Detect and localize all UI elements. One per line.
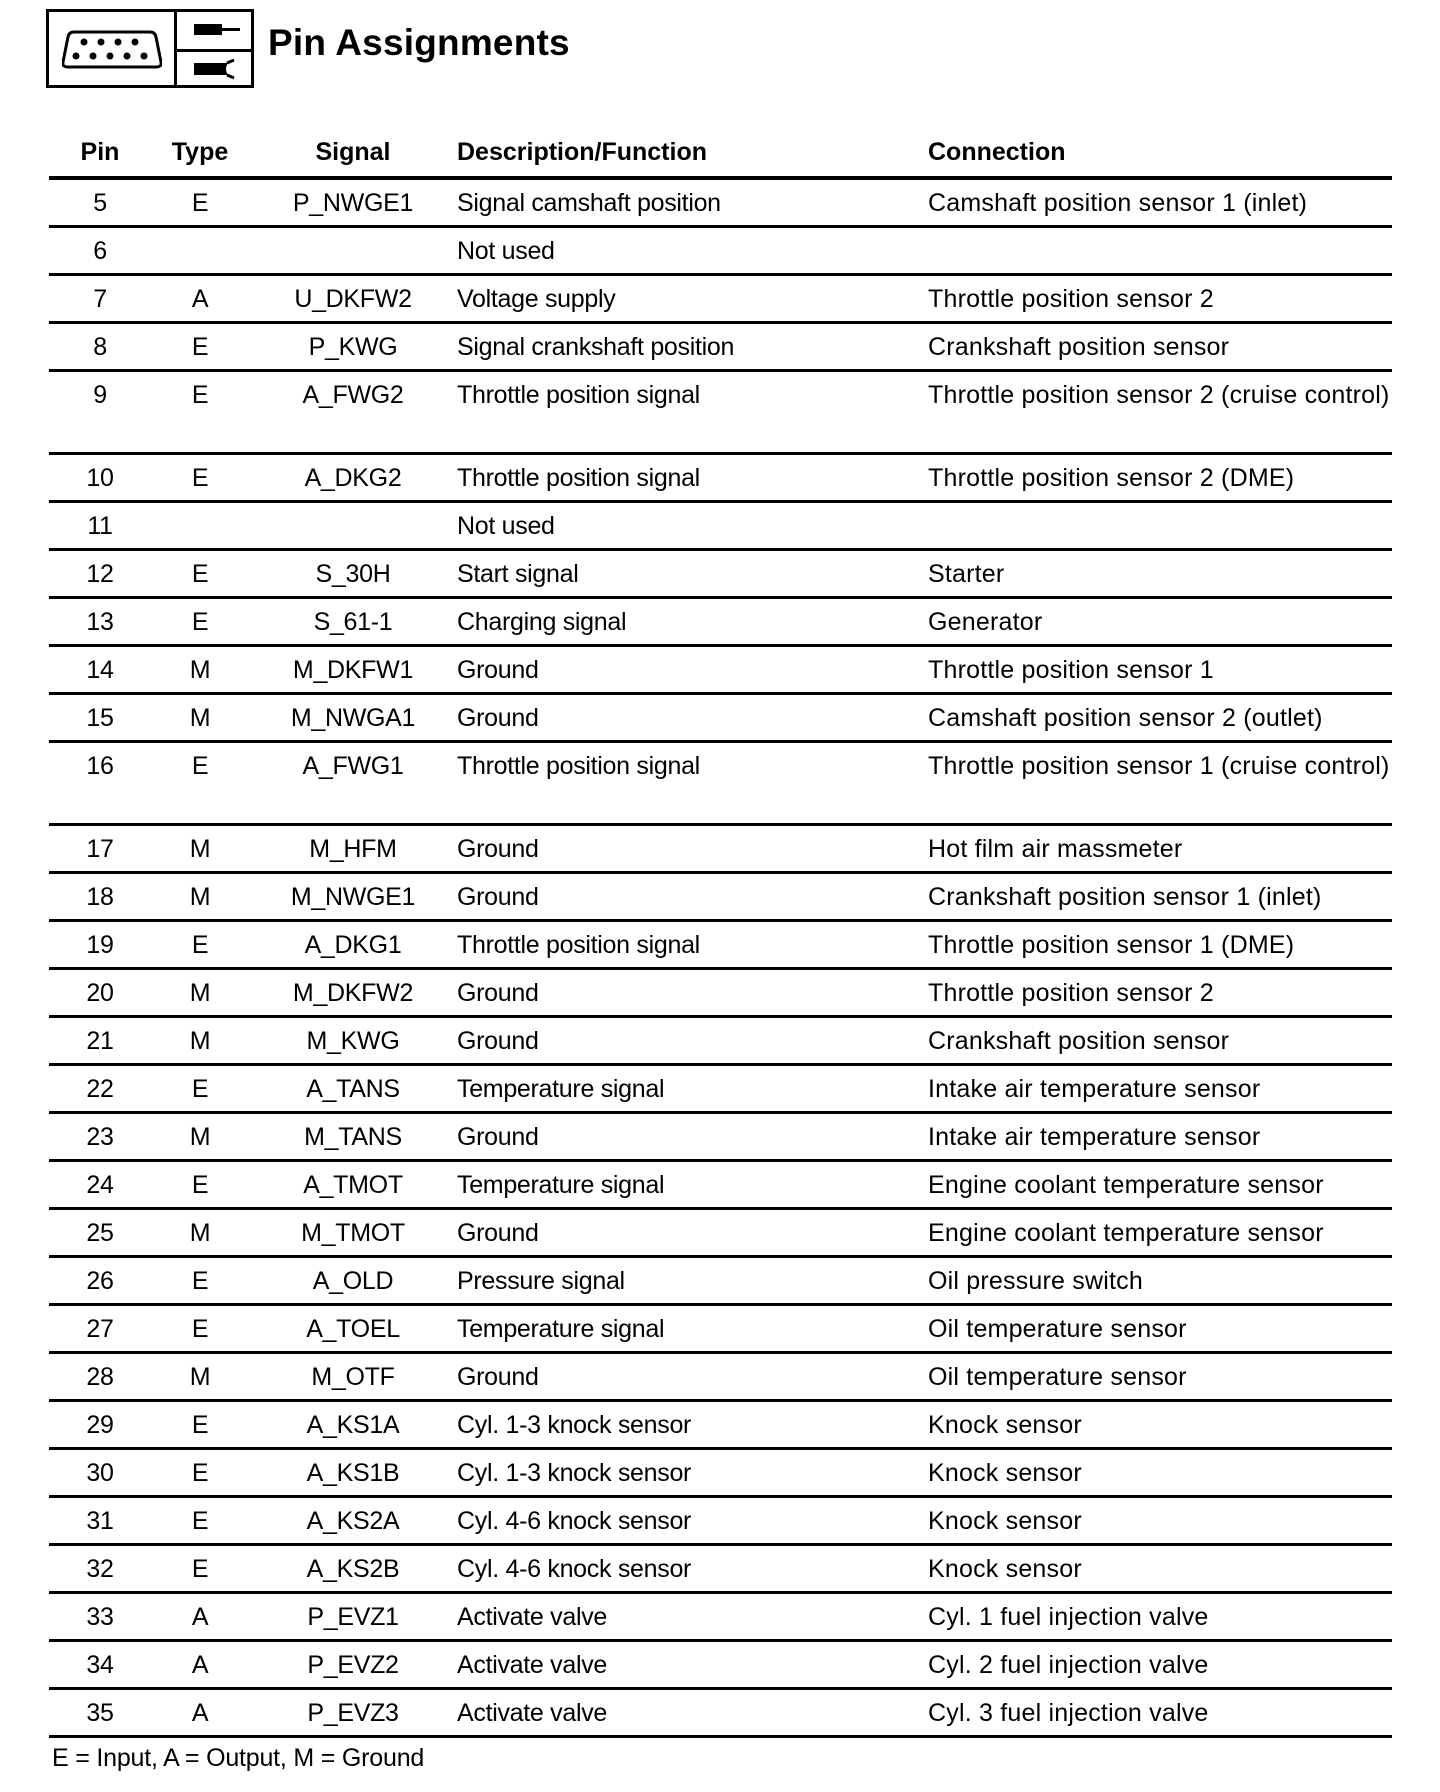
table-row	[49, 695, 1392, 743]
table-row	[49, 1546, 1392, 1594]
connection-cell: Cyl. 2 fuel injection valve	[928, 1651, 1209, 1679]
pin-cell: 10	[86, 464, 114, 492]
description-cell: Signal crankshaft position	[457, 333, 735, 361]
signal-cell: M_DKFW1	[292, 656, 414, 684]
table-row	[49, 1402, 1392, 1450]
table-row	[49, 599, 1392, 647]
connection-cell: Throttle position sensor 1 (DME)	[928, 931, 1295, 959]
description-cell: Activate valve	[457, 1651, 608, 1679]
type-cell: E	[191, 464, 209, 492]
pin-cell: 23	[86, 1123, 114, 1151]
table-row	[49, 180, 1392, 228]
type-cell: M	[189, 883, 211, 911]
connection-cell: Generator	[928, 608, 1043, 636]
type-cell: E	[191, 381, 209, 409]
table-row	[49, 1306, 1392, 1354]
description-cell: Ground	[457, 1027, 539, 1055]
signal-cell: M_DKFW2	[292, 979, 414, 1007]
connection-cell: Throttle position sensor 2	[928, 979, 1214, 1007]
table-row	[49, 1210, 1392, 1258]
table-row	[49, 1690, 1392, 1738]
pin-cell: 17	[86, 835, 114, 863]
page-title: Pin Assignments	[268, 22, 570, 63]
signal-cell: P_KWG	[308, 333, 398, 361]
signal-cell: A_KS1A	[306, 1411, 400, 1439]
connection-cell: Throttle position sensor 2 (DME)	[928, 464, 1295, 492]
pin-cell: 13	[86, 608, 114, 636]
type-cell: M	[189, 656, 211, 684]
type-cell: A	[191, 1651, 209, 1679]
description-cell: Voltage supply	[457, 285, 616, 313]
signal-cell: A_TMOT	[303, 1171, 403, 1199]
signal-cell: M_OTF	[311, 1363, 395, 1391]
connection-cell: Throttle position sensor 2	[928, 285, 1214, 313]
type-cell: E	[191, 1411, 209, 1439]
table-row	[49, 1498, 1392, 1546]
description-cell: Not used	[457, 512, 555, 540]
description-cell: Throttle position signal	[457, 464, 700, 492]
signal-cell: M_TANS	[304, 1123, 402, 1151]
connection-cell: Knock sensor	[928, 1555, 1082, 1583]
type-cell: E	[191, 1267, 209, 1295]
pin-cell: 34	[86, 1651, 114, 1679]
signal-cell: M_HFM	[309, 835, 397, 863]
signal-cell: M_TMOT	[301, 1219, 405, 1247]
table-row	[49, 1258, 1392, 1306]
description-cell: Ground	[457, 1363, 539, 1391]
table-row	[49, 372, 1392, 455]
type-cell: E	[191, 752, 209, 780]
description-cell: Cyl. 1-3 knock sensor	[457, 1459, 692, 1487]
type-cell: A	[191, 1603, 209, 1631]
table-row	[49, 1162, 1392, 1210]
connection-cell: Crankshaft position sensor	[928, 1027, 1230, 1055]
signal-cell: A_DKG1	[304, 931, 402, 959]
connection-cell: Intake air temperature sensor	[928, 1123, 1261, 1151]
column-header-type: Type	[171, 138, 229, 166]
table-row	[49, 1642, 1392, 1690]
pin-cell: 33	[86, 1603, 114, 1631]
pin-cell: 31	[86, 1507, 114, 1535]
description-cell: Ground	[457, 835, 539, 863]
pin-cell: 32	[86, 1555, 114, 1583]
type-cell: E	[191, 1459, 209, 1487]
signal-cell: S_30H	[315, 560, 391, 588]
pin-cell: 26	[86, 1267, 114, 1295]
pin-cell: 14	[86, 656, 114, 684]
table-row	[49, 1594, 1392, 1642]
type-cell: M	[189, 704, 211, 732]
connection-cell: Oil temperature sensor	[928, 1315, 1187, 1343]
signal-cell: U_DKFW2	[294, 285, 412, 313]
pin-cell: 22	[86, 1075, 114, 1103]
description-cell: Cyl. 4-6 knock sensor	[457, 1555, 692, 1583]
table-row	[49, 276, 1392, 324]
connection-cell: Throttle position sensor 1	[928, 656, 1214, 684]
pin-cell: 24	[86, 1171, 114, 1199]
column-header-description: Description/Function	[457, 138, 707, 166]
type-cell: E	[191, 189, 209, 217]
type-cell: M	[189, 1027, 211, 1055]
type-cell: E	[191, 1507, 209, 1535]
pin-cell: 11	[87, 512, 113, 540]
type-legend: E = Input, A = Output, M = Ground	[52, 1744, 425, 1772]
type-cell: M	[189, 1363, 211, 1391]
pin-cell: 21	[86, 1027, 114, 1055]
table-row	[49, 324, 1392, 372]
pin-cell: 18	[86, 883, 114, 911]
signal-cell: A_FWG2	[302, 381, 404, 409]
description-cell: Activate valve	[457, 1699, 608, 1727]
description-cell: Throttle position signal	[457, 931, 700, 959]
type-cell: E	[191, 1555, 209, 1583]
description-cell: Charging signal	[457, 608, 627, 636]
description-cell: Ground	[457, 704, 539, 732]
pin-cell: 6	[93, 237, 107, 265]
pin-cell: 7	[93, 285, 107, 313]
table-row	[49, 1450, 1392, 1498]
description-cell: Temperature signal	[457, 1315, 665, 1343]
socket-icon	[194, 58, 242, 80]
connection-cell: Hot film air massmeter	[928, 835, 1183, 863]
connection-cell: Engine coolant temperature sensor	[928, 1171, 1324, 1199]
connection-cell: Knock sensor	[928, 1507, 1082, 1535]
connection-cell: Camshaft position sensor 2 (outlet)	[928, 704, 1323, 732]
pin-cell: 29	[86, 1411, 114, 1439]
connection-cell: Knock sensor	[928, 1411, 1082, 1439]
table-row	[49, 647, 1392, 695]
description-cell: Cyl. 1-3 knock sensor	[457, 1411, 692, 1439]
table-row	[49, 826, 1392, 874]
pin-cell: 19	[86, 931, 114, 959]
table-header	[49, 130, 1392, 180]
description-cell: Throttle position signal	[457, 381, 700, 409]
pin-cell: 15	[86, 704, 114, 732]
table-row	[49, 874, 1392, 922]
pin-assignment-table	[49, 130, 1392, 1738]
description-cell: Temperature signal	[457, 1075, 665, 1103]
description-cell: Signal camshaft position	[457, 189, 721, 217]
pin-cell: 25	[86, 1219, 114, 1247]
type-cell: M	[189, 1219, 211, 1247]
type-cell: M	[189, 979, 211, 1007]
description-cell: Ground	[457, 883, 539, 911]
pin-cell: 8	[93, 333, 107, 361]
type-cell: E	[191, 333, 209, 361]
connection-cell: Throttle position sensor 1 (cruise control)	[928, 752, 1390, 780]
type-cell: A	[191, 1699, 209, 1727]
connection-cell: Oil temperature sensor	[928, 1363, 1187, 1391]
type-cell: E	[191, 1075, 209, 1103]
table-row	[49, 1018, 1392, 1066]
pin-cell: 28	[86, 1363, 114, 1391]
type-cell: E	[191, 1315, 209, 1343]
type-cell: E	[191, 560, 209, 588]
description-cell: Cyl. 4-6 knock sensor	[457, 1507, 692, 1535]
connection-cell: Camshaft position sensor 1 (inlet)	[928, 189, 1308, 217]
type-cell: E	[191, 608, 209, 636]
description-cell: Ground	[457, 1123, 539, 1151]
type-cell: E	[191, 1171, 209, 1199]
type-cell: E	[191, 931, 209, 959]
table-body	[49, 180, 1392, 1738]
description-cell: Start signal	[457, 560, 579, 588]
type-cell: M	[189, 1123, 211, 1151]
signal-cell: A_KS2B	[306, 1555, 400, 1583]
table-row	[49, 455, 1392, 503]
description-cell: Ground	[457, 1219, 539, 1247]
column-header-connection: Connection	[928, 138, 1066, 166]
signal-cell: A_OLD	[312, 1267, 394, 1295]
table-row	[49, 970, 1392, 1018]
description-cell: Throttle position signal	[457, 752, 700, 780]
connector-icon	[62, 28, 162, 70]
type-cell: M	[189, 835, 211, 863]
description-cell: Ground	[457, 979, 539, 1007]
description-cell: Temperature signal	[457, 1171, 665, 1199]
connection-cell: Crankshaft position sensor	[928, 333, 1230, 361]
connection-cell: Engine coolant temperature sensor	[928, 1219, 1324, 1247]
pin-cell: 5	[93, 189, 107, 217]
pin-cell: 9	[93, 381, 107, 409]
icon-divider	[177, 49, 251, 52]
signal-cell: A_FWG1	[302, 752, 404, 780]
description-cell: Pressure signal	[457, 1267, 625, 1295]
signal-cell: P_EVZ2	[307, 1651, 399, 1679]
signal-cell: M_NWGE1	[290, 883, 416, 911]
signal-cell: S_61-1	[313, 608, 393, 636]
connection-cell: Intake air temperature sensor	[928, 1075, 1261, 1103]
table-row	[49, 1354, 1392, 1402]
description-cell: Not used	[457, 237, 555, 265]
column-header-signal: Signal	[315, 138, 391, 166]
pin-cell: 35	[86, 1699, 114, 1727]
description-cell: Activate valve	[457, 1603, 608, 1631]
signal-cell: A_DKG2	[304, 464, 402, 492]
type-cell: A	[191, 285, 209, 313]
connection-cell: Throttle position sensor 2 (cruise control)	[928, 381, 1390, 409]
table-row	[49, 1114, 1392, 1162]
connection-cell: Cyl. 1 fuel injection valve	[928, 1603, 1209, 1631]
pin-cell: 12	[86, 560, 114, 588]
pin-cell: 27	[86, 1315, 114, 1343]
pin-cell: 16	[86, 752, 114, 780]
signal-cell: A_TANS	[306, 1075, 400, 1103]
connection-cell: Crankshaft position sensor 1 (inlet)	[928, 883, 1322, 911]
connection-cell: Starter	[928, 560, 1005, 588]
table-row	[49, 503, 1392, 551]
connector-pinout-icon-box	[46, 9, 254, 88]
pin-cell: 30	[86, 1459, 114, 1487]
signal-cell: P_EVZ3	[307, 1699, 399, 1727]
signal-cell: A_KS1B	[306, 1459, 400, 1487]
description-cell: Ground	[457, 656, 539, 684]
signal-cell: A_TOEL	[306, 1315, 400, 1343]
connection-cell: Knock sensor	[928, 1459, 1082, 1487]
connection-cell: Cyl. 3 fuel injection valve	[928, 1699, 1209, 1727]
signal-cell: A_KS2A	[306, 1507, 400, 1535]
column-header-pin: Pin	[80, 138, 120, 166]
pin-cell: 20	[86, 979, 114, 1007]
table-row	[49, 743, 1392, 826]
signal-cell: M_KWG	[306, 1027, 400, 1055]
table-row	[49, 1066, 1392, 1114]
signal-cell: P_NWGE1	[292, 189, 414, 217]
table-row	[49, 551, 1392, 599]
connection-cell: Oil pressure switch	[928, 1267, 1143, 1295]
signal-cell: M_NWGA1	[290, 704, 416, 732]
plug-icon	[194, 20, 242, 40]
signal-cell: P_EVZ1	[307, 1603, 399, 1631]
table-row	[49, 922, 1392, 970]
table-row	[49, 228, 1392, 276]
